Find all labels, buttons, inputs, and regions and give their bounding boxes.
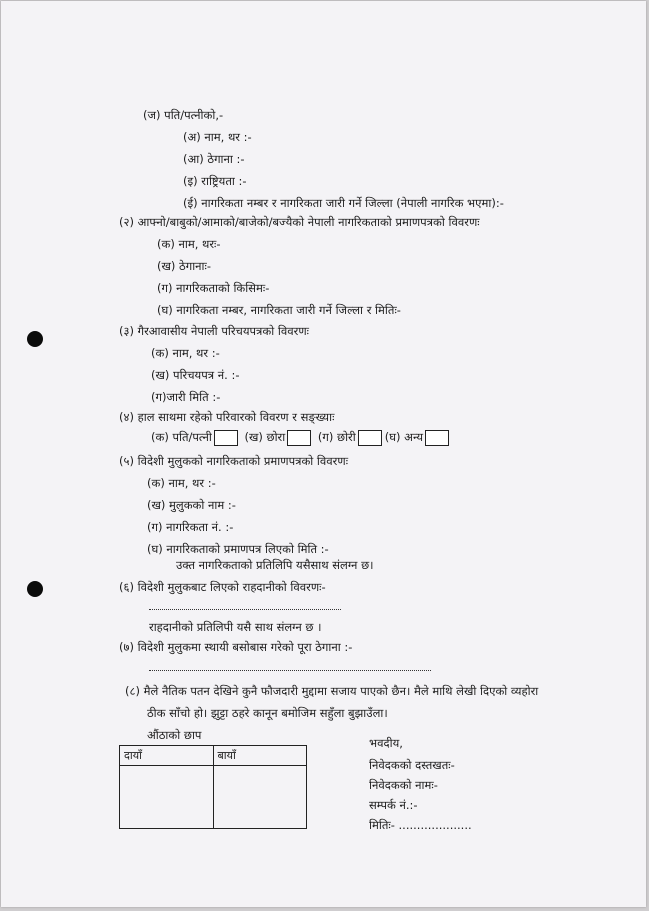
punch-hole-top <box>27 331 43 347</box>
spouse-count-box[interactable] <box>214 430 238 446</box>
punch-hole-bottom <box>27 581 43 597</box>
section-5-item-country: (ख) मुलुकको नाम :- <box>147 498 236 512</box>
date-label: मितिः- .................... <box>369 818 472 832</box>
option-spouse-label: (क) पति/पत्नी <box>151 430 212 444</box>
section-5-note: उक्त नागरिकताको प्रतिलिपि यसैसाथ संलग्न छ। <box>176 558 374 572</box>
section-j-heading: (ज) पति/पत्नीको,- <box>143 108 224 122</box>
section-5-item-citizenship-no: (ग) नागरिकता नं. :- <box>147 520 234 534</box>
section-2-item-type: (ग) नागरिकताको किसिमः- <box>157 281 270 295</box>
right-thumb-box[interactable] <box>120 766 214 829</box>
option-other-label: (घ) अन्य <box>384 430 424 444</box>
section-8-declaration-line2: ठीक साँचो हो। झुट्टा ठहरे कानून बमोजिम सहुँला बुझाउँला। <box>147 706 388 720</box>
applicant-name-label: निवेदकको नामः- <box>369 778 438 792</box>
daughter-count-box[interactable] <box>358 430 382 446</box>
section-5-item-name: (क) नाम, थर :- <box>147 476 216 490</box>
section-2-item-name: (क) नाम, थरः- <box>157 237 221 251</box>
section-j-item-citizenship: (ई) नागरिकता नम्बर र नागरिकता जारी गर्ने जिल्ला (नेपाली नागरिक भएमा):- <box>183 196 504 210</box>
section-7-heading: (७) विदेशी मुलुकमा स्थायी बसोबास गरेको पूरा ठेगाना :- <box>119 640 353 654</box>
section-6-heading: (६) विदेशी मुलुकबाट लिएको राहदानीको विवरणः- <box>119 580 326 594</box>
section-3-heading: (३) गैरआवासीय नेपाली परिचयपत्रको विवरणः <box>119 324 309 338</box>
section-4-options <box>151 429 452 446</box>
section-j-item-name: (अ) नाम, थर :- <box>183 130 252 144</box>
passport-detail-line[interactable] <box>149 608 341 610</box>
foreign-address-line[interactable] <box>149 669 431 671</box>
contact-number-label: सम्पर्क नं.:- <box>369 798 418 812</box>
section-5-item-date: (घ) नागरिकताको प्रमाणपत्र लिएको मिति :- <box>147 542 329 556</box>
section-5-heading: (५) विदेशी मुलुकको नागरिकताको प्रमाणपत्रको विवरणः <box>119 454 349 468</box>
section-8-declaration-line1: (८) मैले नैतिक पतन देखिने कुनै फौजदारी मुद्दामा सजाय पाएको छैन। मैले माथि लेखी दिएको व्यहोरा <box>125 684 539 698</box>
applicant-signature-label: निवेदकको दस्तखतः- <box>369 758 455 772</box>
right-thumb-header: दायाँ <box>120 746 214 766</box>
left-thumb-header: बायाँ <box>213 746 307 766</box>
son-count-box[interactable] <box>287 430 311 446</box>
form-page <box>1 1 646 907</box>
option-daughter-label: (ग) छोरी <box>317 430 356 444</box>
section-3-item-card-no: (ख) परिचयपत्र नं. :- <box>151 368 240 382</box>
section-2-item-number: (घ) नागरिकता नम्बर, नागरिकता जारी गर्ने जिल्ला र मितिः- <box>157 303 401 317</box>
section-3-item-issue-date: (ग)जारी मिति :- <box>151 390 221 404</box>
option-son-label: (ख) छोरा <box>244 430 286 444</box>
section-2-heading: (२) आफ्नो/बाबुको/आमाको/बाजेको/बज्यैको नेपाली नागरिकताको प्रमाणपत्रको विवरणः <box>119 215 480 229</box>
thumbprint-title: औंठाको छाप <box>147 728 202 742</box>
section-6-note: राहदानीको प्रतिलिपी यसै साथ संलग्न छ । <box>149 620 322 634</box>
section-2-item-address: (ख) ठेगानाः- <box>157 259 212 273</box>
closing-text: भवदीय, <box>369 736 403 750</box>
other-count-box[interactable] <box>425 430 449 446</box>
thumbprint-table <box>119 745 307 829</box>
section-3-item-name: (क) नाम, थर :- <box>151 346 220 360</box>
section-4-heading: (४) हाल साथमा रहेको परिवारको विवरण र सङ्ख्याः <box>119 410 335 424</box>
left-thumb-box[interactable] <box>213 766 307 829</box>
section-j-item-nationality: (इ) राष्ट्रियता :- <box>183 174 247 188</box>
section-j-item-address: (आ) ठेगाना :- <box>183 152 245 166</box>
